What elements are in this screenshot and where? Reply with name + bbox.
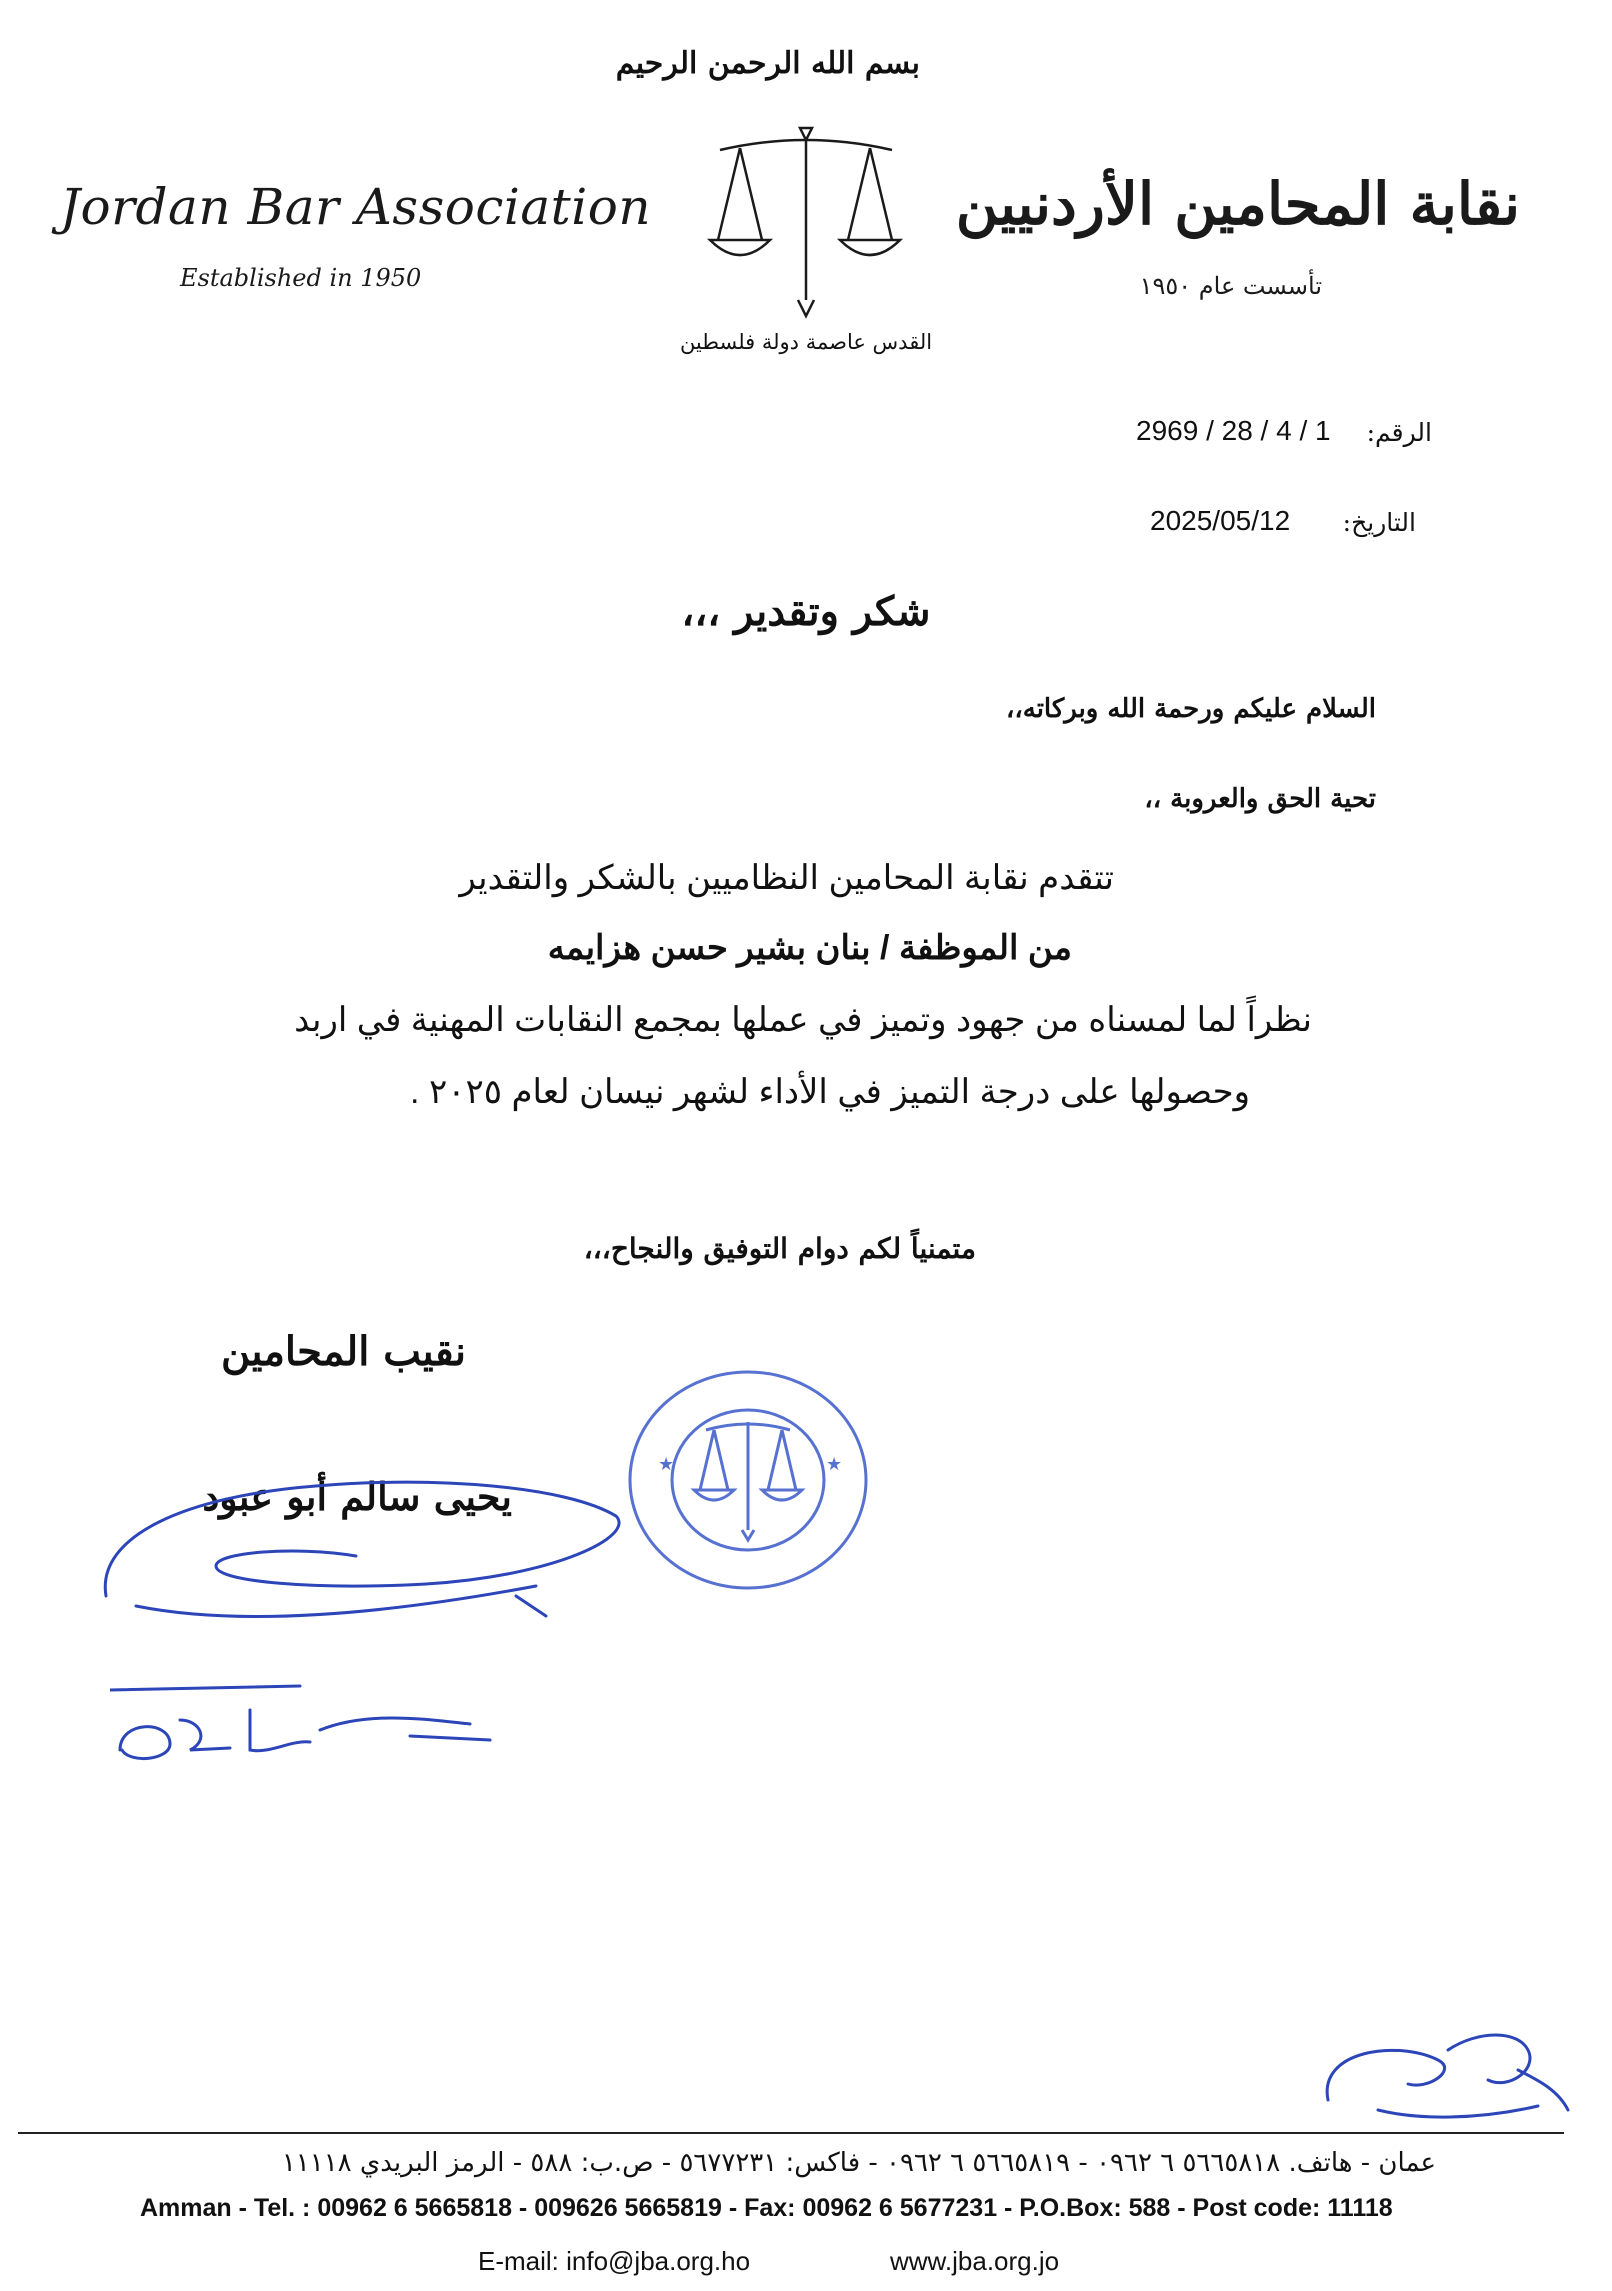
english-established: Established in 1950	[180, 264, 422, 292]
body-line-3: نظراً لما لمسناه من جهود وتميز في عملها بمجمع النقابات المهنية في اربد	[294, 1001, 1312, 1039]
basmala: بسم الله الرحمن الرحيم	[615, 46, 920, 81]
footer-divider	[18, 2132, 1564, 2134]
greeting-line: السلام عليكم ورحمة الله وبركاته،،	[1005, 694, 1376, 724]
footer-arabic-contact: عمان - هاتف. ٥٦٦٥٨١٨ ٦ ٠٩٦٢ - ٥٦٦٥٨١٩ ٦ ٠٩٦٢ - فاكس: ٥٦٧٧٢٣١ - ص.ب: ٥٨٨ - الرمز البريدي ١١١١٨	[281, 2148, 1436, 2178]
closing-wish: متمنياً لكم دوام التوفيق والنجاح،،،	[583, 1232, 976, 1265]
date-value: 2025/05/12	[1150, 505, 1291, 536]
scales-of-justice-emblem-icon	[700, 120, 910, 320]
english-org-name: Jordan Bar Association	[60, 178, 652, 236]
reference-number-label: الرقم:	[1366, 418, 1432, 447]
motto-text: القدس عاصمة دولة فلسطين	[679, 330, 933, 354]
signatory-title: نقيب المحامين	[220, 1328, 466, 1375]
official-seal-stamp-icon	[618, 1360, 878, 1600]
arabic-org-name: نقابة المحامين الأردنيين	[955, 170, 1520, 238]
handwritten-signature-icon	[96, 1456, 656, 1656]
body-line-2-recipient: من الموظفة / بنان بشير حسن هزايمه	[547, 929, 1072, 967]
footer-email[interactable]: E-mail: info@jba.org.ho	[478, 2246, 751, 2276]
handwritten-initials-icon	[1318, 2010, 1578, 2130]
signatory-name: يحيى سالم أبو عبود	[202, 1474, 512, 1519]
salutation-line: تحية الحق والعروبة ،،	[1144, 784, 1376, 814]
body-line-1: تتقدم نقابة المحامين النظاميين بالشكر والتقدير	[459, 859, 1114, 897]
handwritten-name-icon	[110, 1680, 510, 1770]
arabic-established: تأسست عام ١٩٥٠	[1139, 272, 1322, 300]
footer-website[interactable]: www.jba.org.jo	[890, 2246, 1060, 2276]
letter-heading: شكر وتقدير ،،،	[681, 588, 931, 635]
svg-text:★: ★	[826, 1454, 843, 1475]
footer-english-contact: Amman - Tel. : 00962 6 5665818 - 009626 5665819 - Fax: 00962 6 5677231 - P.O.Box: 588 - Post code: 11118	[140, 2194, 1393, 2222]
body-line-4: وحصولها على درجة التميز في الأداء لشهر نيسان لعام ٢٠٢٥ .	[410, 1073, 1250, 1111]
svg-text:★: ★	[658, 1454, 675, 1475]
date-label: التاريخ:	[1342, 508, 1416, 537]
reference-number-value: 2969 / 28 / 4 / 1	[1136, 415, 1331, 446]
